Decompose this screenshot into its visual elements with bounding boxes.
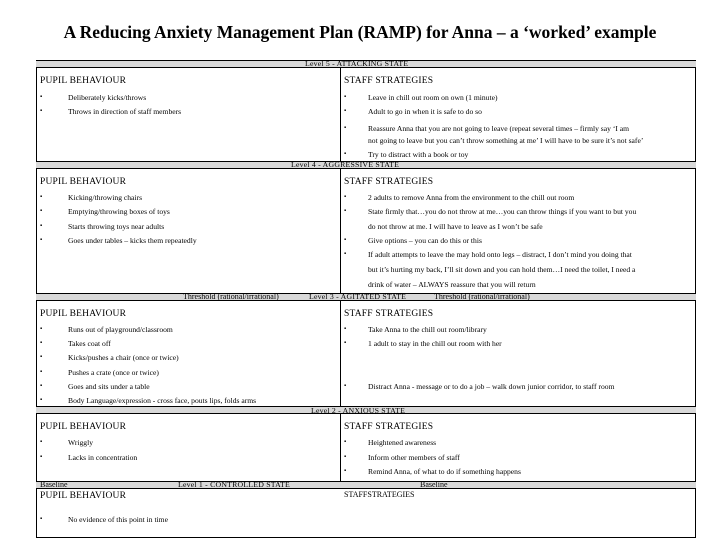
l4-staff-item: Give options – you can do this or this (368, 236, 482, 245)
l3-staff-item: Take Anna to the chill out room/library (368, 325, 487, 334)
bullet-icon: ▪ (40, 326, 43, 332)
bullet-icon: ▪ (40, 397, 43, 403)
staff-strategies-heading: STAFF STRATEGIES (344, 309, 434, 319)
bullet-icon: ▪ (344, 151, 347, 157)
bullet-icon: ▪ (344, 208, 347, 214)
threshold-right-label: Threshold (rational/irrational) (434, 292, 530, 301)
bullet-icon: ▪ (40, 369, 43, 375)
bullet-icon: ▪ (344, 108, 347, 114)
bullet-icon: ▪ (344, 251, 347, 257)
bullet-icon: ▪ (40, 223, 43, 229)
l4-staff-item: 2 adults to remove Anna from the environment to the chill out room (368, 193, 575, 202)
l2-pupil-item: Lacks in concentration (68, 453, 138, 462)
pupil-behaviour-heading: PUPIL BEHAVIOUR (40, 422, 127, 432)
l5-staff-item-cont: not going to leave but you can’t throw something at me’ I will have to be sure it’s not safe’ (368, 136, 644, 145)
column-divider (340, 301, 341, 406)
l2-pupil-item: Wriggly (68, 438, 94, 447)
l5-staff-item: Leave in chill out room on own (1 minute) (368, 93, 498, 102)
l4-pupil-item: Goes under tables – kicks them repeatedly (68, 236, 197, 245)
column-divider (340, 414, 341, 481)
pupil-behaviour-heading: PUPIL BEHAVIOUR (40, 177, 127, 187)
level-2-label: Level 2 - ANXIOUS STATE (311, 406, 406, 415)
baseline-left-label: Baseline (40, 480, 68, 489)
page-title: A Reducing Anxiety Management Plan (RAMP) for Anna – a ‘worked’ example (63, 22, 657, 42)
bullet-icon: ▪ (40, 194, 43, 200)
bullet-icon: ▪ (344, 468, 347, 474)
bullet-icon: ▪ (344, 94, 347, 100)
bullet-icon: ▪ (344, 326, 347, 332)
bullet-icon: ▪ (40, 383, 43, 389)
bullet-icon: ▪ (344, 383, 347, 389)
pupil-behaviour-heading: PUPIL BEHAVIOUR (40, 309, 127, 319)
level-3-label: Level 3 - AGITATED STATE (309, 292, 407, 301)
l4-pupil-item: Emptying/throwing boxes of toys (68, 207, 170, 216)
baseline-right-label: Baseline (420, 480, 448, 489)
level-1-label: Level 1 - CONTROLLED STATE (178, 480, 290, 489)
staff-strategies-heading: STAFF STRATEGIES (344, 177, 434, 187)
l4-staff-item-cont: do not throw at me. I will have to leave as I won’t be safe (368, 222, 543, 231)
pupil-behaviour-heading: PUPIL BEHAVIOUR (40, 76, 127, 86)
l3-pupil-item: Kicks/pushes a chair (once or twice) (68, 353, 179, 362)
l2-staff-item: Remind Anna, of what to do if something happens (368, 467, 521, 476)
l3-staff-item: Distract Anna - message or to do a job – walk down junior corridor, to staff room (368, 382, 615, 391)
bullet-icon: ▪ (344, 237, 347, 243)
bullet-icon: ▪ (344, 194, 347, 200)
staff-strategies-heading: STAFF STRATEGIES (344, 76, 434, 86)
l3-pupil-item: Body Language/expression - cross face, pouts lips, folds arms (68, 396, 257, 405)
l4-pupil-item: Starts throwing toys near adults (68, 222, 165, 231)
l4-staff-item: If adult attempts to leave the may hold onto legs – distract, I don’t mind you doing that (368, 250, 632, 259)
column-divider (340, 68, 341, 161)
bullet-icon: ▪ (40, 94, 43, 100)
bullet-icon: ▪ (344, 340, 347, 346)
bullet-icon: ▪ (40, 439, 43, 445)
staff-strategies-heading: STAFFSTRATEGIES (344, 490, 415, 499)
bullet-icon: ▪ (344, 125, 347, 131)
l5-staff-item: Try to distract with a book or toy (368, 150, 469, 159)
l4-pupil-item: Kicking/throwing chairs (68, 193, 143, 202)
l4-staff-item-cont: drink of water – ALWAYS reassure that you will return (368, 280, 536, 289)
level-5-label: Level 5 - ATTACKING STATE (305, 59, 409, 68)
l5-staff-item: Reassure Anna that you are not going to leave (repeat several times – firmly say ‘I am (368, 124, 630, 133)
l5-pupil-item: Throws in direction of staff members (68, 107, 182, 116)
l5-pupil-item: Deliberately kicks/throws (68, 93, 147, 102)
bullet-icon: ▪ (40, 108, 43, 114)
l1-pupil-item: No evidence of this point in time (68, 515, 168, 524)
bullet-icon: ▪ (40, 237, 43, 243)
l3-staff-item: 1 adult to stay in the chill out room with her (368, 339, 502, 348)
l3-pupil-item: Goes and sits under a table (68, 382, 150, 391)
bullet-icon: ▪ (344, 439, 347, 445)
bullet-icon: ▪ (40, 340, 43, 346)
l5-staff-item: Adult to go in when it is safe to do so (368, 107, 482, 116)
bullet-icon: ▪ (40, 208, 43, 214)
threshold-left-label: Threshold (rational/irrational) (183, 292, 279, 301)
l4-staff-item-cont: but it’s hurting my back, I’ll sit down and you can hold them…I need the toilet, I need a (368, 265, 636, 274)
l3-pupil-item: Runs out of playground/classroom (68, 325, 173, 334)
l3-pupil-item: Takes coat off (68, 339, 111, 348)
bullet-icon: ▪ (40, 354, 43, 360)
staff-strategies-heading: STAFF STRATEGIES (344, 422, 434, 432)
bullet-icon: ▪ (40, 516, 43, 522)
l2-staff-item: Inform other members of staff (368, 453, 460, 462)
pupil-behaviour-heading: PUPIL BEHAVIOUR (40, 491, 127, 501)
l3-pupil-item: Pushes a crate (once or twice) (68, 368, 159, 377)
l2-staff-item: Heightened awareness (368, 438, 437, 447)
l4-staff-item: State firmly that…you do not throw at me…you can throw things if you want to but you (368, 207, 637, 216)
level-1-band (36, 481, 696, 489)
bullet-icon: ▪ (40, 454, 43, 460)
column-divider (340, 169, 341, 293)
bullet-icon: ▪ (344, 454, 347, 460)
level-4-label: Level 4 - AGGRESSIVE STATE (291, 160, 400, 169)
